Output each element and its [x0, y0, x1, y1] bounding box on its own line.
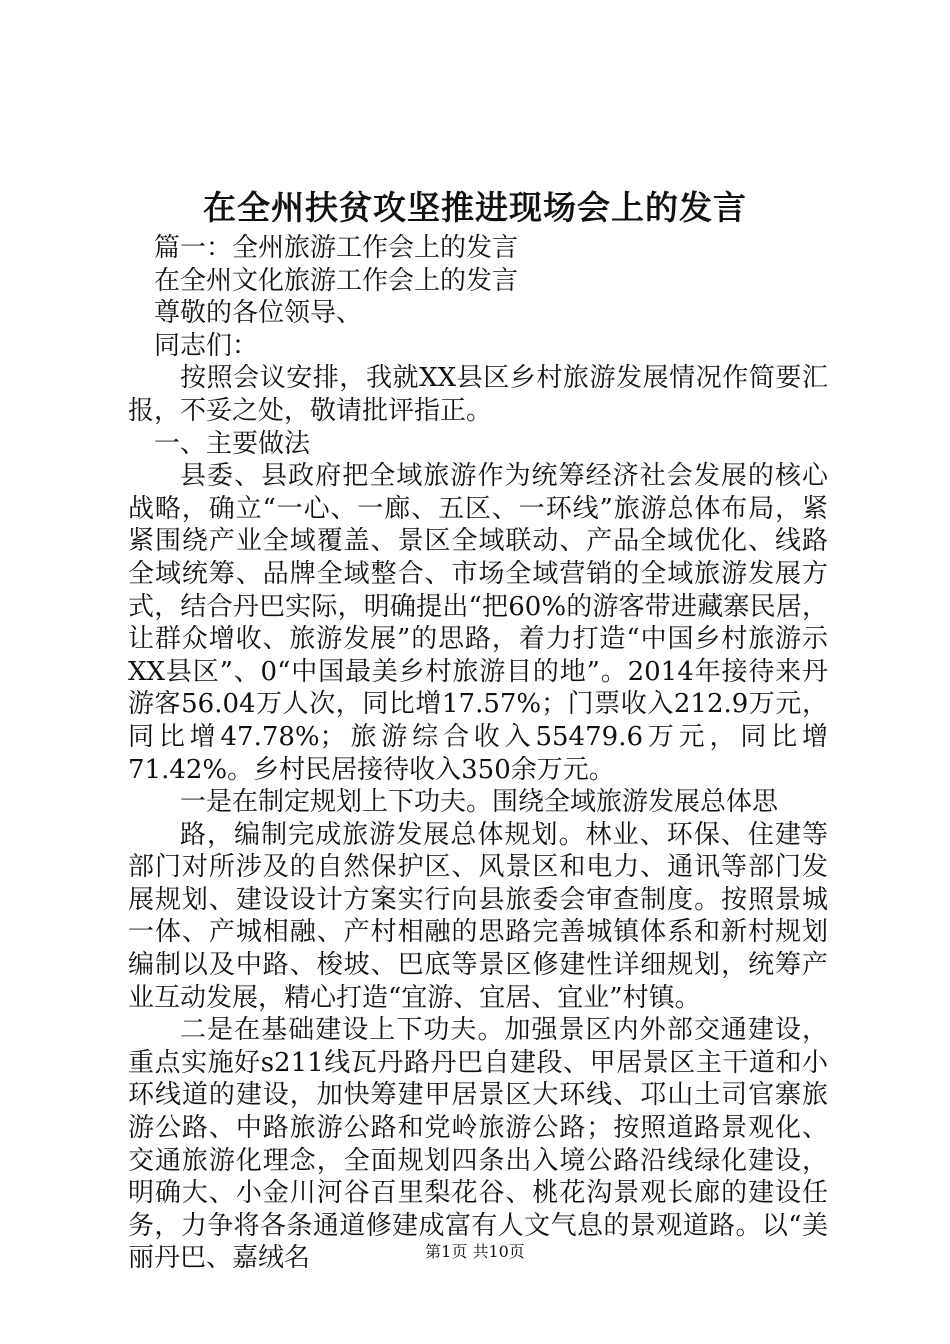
- page-number-footer: 第1页 共10页: [425, 1242, 525, 1261]
- body-paragraph: 二是在基础建设上下功夫。加强景区内外部交通建设，重点实施好s211线瓦丹路丹巴自建段、甲居景区主干道和小环线道的建设，加快筹建甲居景区大环线、邛山土司官寨旅游公路、中路旅游公路和党岭旅游公路；按照道路景观化、交通旅游化理念，全面规划四条出入境公路沿线绿化建设，明确大、小金川河谷百里梨花谷、桃花沟景观长廊的建设任务，力争将各条通道修建成富有人文气息的景观道路。以“美丽丹巴、嘉绒名: [128, 1015, 828, 1274]
- opening-paragraph: 按照会议安排，我就XX县区乡村旅游发展情况作简要汇报，不妥之处，敬请批评指正。: [128, 363, 828, 426]
- document-title: 在全州扶贫攻坚推进现场会上的发言: [203, 188, 747, 227]
- subsection-heading: 一、主要做法: [154, 428, 311, 459]
- section-heading: 篇一：全州旅游工作会上的发言: [154, 233, 519, 263]
- body-paragraph: 县委、县政府把全域旅游作为统筹经济社会发展的核心战略，确立“一心、一廊、五区、一环线”旅游总体布局，紧紧围绕产业全域覆盖、景区全域联动、产品全域优化、线路全域统筹、品牌全域整合、市场全域营销的全域旅游发展方式，结合丹巴实际，明确提出“把60%的游客带进藏寨民居，让群众增收、旅游发展”的思路，着力打造“中国乡村旅游示XX县区”、0“中国最美乡村旅游目的地”。2014年接待来丹游客56.04万人次，同比增17.57%；门票收入212.9万元，同比增47.78%；旅游综合收入55479.6万元，同比增71.42%。乡村民居接待收入350余万元。: [128, 461, 828, 785]
- salutation-line-2: 同志们：: [154, 330, 259, 361]
- speech-title: 在全州文化旅游工作会上的发言: [154, 265, 519, 296]
- body-paragraph: 一是在制定规划上下功夫。围绕全域旅游发展总体思: [180, 787, 779, 818]
- salutation-line-1: 尊敬的各位领导、: [154, 298, 363, 329]
- document-body: [128, 232, 828, 1275]
- body-paragraph: 路，编制完成旅游发展总体规划。林业、环保、住建等部门对所涉及的自然保护区、风景区和电力、通讯等部门发展规划、建设设计方案实行向县旅委会审查制度。按照景城一体、产城相融、产村相融的思路完善城镇体系和新村规划编制以及中路、梭坡、巴底等景区修建性详细规划，统筹产业互动发展，精心打造“宜游、宜居、宜业”村镇。: [128, 819, 828, 1013]
